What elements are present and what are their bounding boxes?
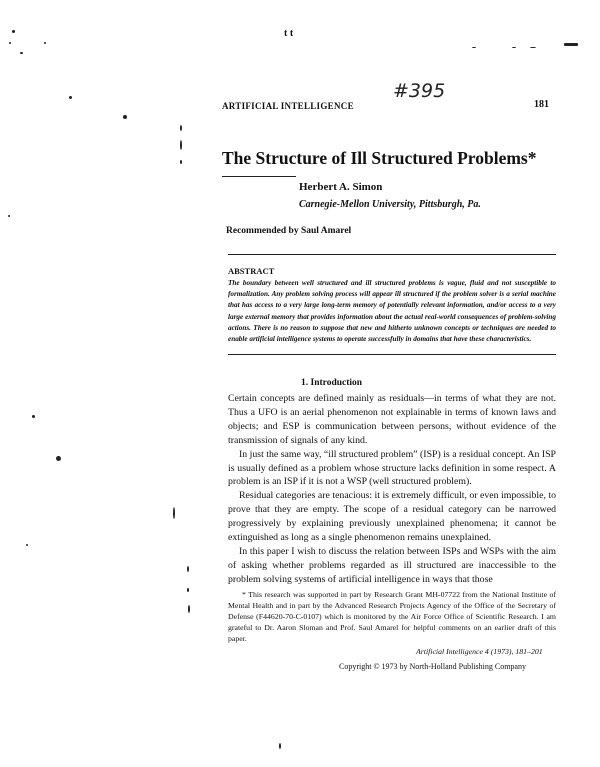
section-heading: 1. Introduction (301, 378, 363, 388)
handwritten-annotation: #395 (393, 80, 446, 102)
footnote: * This research was supported in part by Research Grant MH-07722 from the National Institute of Mental Health and in part by the Advanced Research Projects Agency of the Office of the Secretary of Defense (F44620-70-C-0107) which is monitored by the Air Force Office of Scientific Research. I am grateful to Dr. Aaron Sloman and Prof. Saul Amarel for helpful comments on an earlier draft of this paper. (228, 590, 556, 643)
paragraph: In this paper I wish to discuss the relation between ISPs and WSPs with the aim of asking whether problems regarded as ill structured are inaccessible to the problem solving systems of artificial intelligence in ways that those (228, 545, 556, 585)
recommended-by: Recommended by Saul Amarel (226, 226, 352, 236)
abstract-heading: ABSTRACT (228, 266, 275, 276)
abstract-text: The boundary between well structured and ill structured problems is vague, fluid and not susceptible to formalization. Any problem solving process will appear ill structured if the problem solver is a serial machine that has access to a very large long-term memory of potentially relevant information, and/or access to a very large external memory that provides information about the actual real-world consequences of problem-solving actions. There is no reason to suppose that new and hitherto unknown concepts or techniques are needed to enable artificial intelligence systems to operate successfully in domains that have these characteristics. (228, 279, 556, 344)
title-rule (222, 176, 296, 177)
page-number: 181 (534, 99, 549, 110)
author: Herbert A. Simon (299, 181, 383, 193)
paper-title: The Structure of Ill Structured Problems* (222, 148, 537, 168)
abstract-bottom-rule (228, 354, 556, 355)
citation: Artificial Intelligence 4 (1973), 181–201 (416, 647, 543, 656)
journal-header: ARTIFICIAL INTELLIGENCE (222, 101, 354, 111)
paragraph: In just the same way, “ill structured problem” (ISP) is a residual concept. An ISP is usually defined as a problem whose structure lacks definition in some respect. A problem is an ISP if it is not a WSP (well structured problem). (228, 448, 556, 488)
copyright: Copyright © 1973 by North-Holland Publishing Company (339, 662, 526, 671)
top-mark: t t (284, 28, 294, 39)
abstract-top-rule (228, 254, 556, 255)
body-text (228, 392, 556, 587)
affiliation: Carnegie-Mellon University, Pittsburgh, Pa. (299, 199, 481, 210)
paragraph: Residual categories are tenacious: it is extremely difficult, or even impossible, to prove that they are empty. The scope of a residual category can be narrowed progressively by explaining previously unexplained phenomena; it cannot be extinguished as long as a single phenomenon remains unexplained. (228, 490, 556, 544)
paragraph: Certain concepts are defined mainly as residuals—in terms of what they are not. Thus a UFO is an aerial phenomenon not explainable in terms of known laws and objects; and ESP is communication between persons, without evidence of the transmission of signals of any kind. (228, 393, 556, 446)
